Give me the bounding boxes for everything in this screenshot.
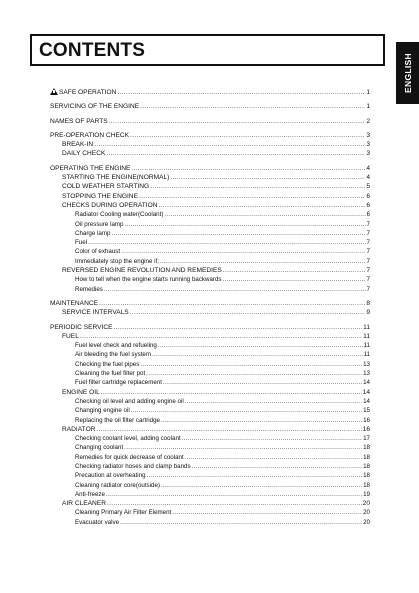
toc-page-number: 7 — [366, 267, 370, 275]
dot-leader — [117, 88, 365, 97]
toc-entry[interactable] — [50, 350, 370, 359]
toc-page-number: 7 — [366, 248, 370, 256]
dot-leader — [161, 416, 362, 425]
toc-page-number: 19 — [363, 490, 370, 498]
dot-leader — [223, 266, 366, 275]
toc-page-number: 14 — [362, 388, 370, 396]
toc-entry-text: Remedies for quick decrease of coolant — [75, 453, 184, 461]
toc-page-number: 4 — [366, 174, 370, 182]
toc-entry-label — [62, 149, 105, 158]
toc-entry-text: Checking coolant level, adding coolant — [75, 435, 181, 443]
dot-leader — [106, 490, 362, 499]
toc-entry-text: Cleaning the fuel filter pot — [75, 370, 146, 378]
toc-entry-label — [50, 88, 116, 97]
dot-leader — [192, 462, 363, 471]
toc-entry-label — [75, 350, 151, 359]
toc-entry-text: SAFE OPERATION — [59, 89, 117, 96]
toc-entry-text: DAILY CHECK — [62, 150, 106, 158]
toc-page-number: 14 — [363, 379, 370, 387]
toc-entry-text: Replacing the oil filter cartridge — [75, 416, 160, 424]
toc-entry-text: Fuel filter cartridge replacement — [75, 379, 163, 387]
toc-entry-text: CHECKS DURING OPERATION — [62, 201, 158, 209]
toc-entry-label — [75, 220, 124, 229]
toc-page-number: 18 — [363, 472, 370, 480]
toc-entry-label — [75, 518, 119, 527]
toc-page-number: 1 — [366, 103, 370, 111]
page-title: CONTENTS — [39, 40, 146, 61]
toc-entry-text: Radiator Cooling water(Coolant) — [75, 211, 164, 219]
toc-entry-text: Cleaning Primary Air Filter Element — [75, 509, 172, 517]
toc-entry-text: How to tell when the engine starts running backwards — [75, 276, 222, 284]
toc-entry-label — [62, 182, 149, 191]
toc-entry-text: MAINTENANCE — [50, 299, 98, 307]
toc-entry-label — [75, 247, 120, 256]
toc-entry-text: Immediately stop the engine if; — [75, 257, 159, 265]
toc-entry-label — [75, 397, 184, 406]
toc-entry-label — [75, 481, 160, 490]
toc-entry-label — [75, 416, 160, 425]
toc-entry-label — [75, 341, 157, 350]
toc-entry-text: Remedies — [75, 285, 103, 293]
toc-page-number: 18 — [363, 462, 370, 470]
toc-entry[interactable] — [50, 332, 370, 341]
toc-page-number: 15 — [363, 407, 370, 415]
toc-entry[interactable] — [50, 102, 370, 111]
toc-entry-text: Evacuator valve — [75, 518, 120, 526]
toc-page-number: 3 — [366, 131, 370, 139]
dot-leader — [152, 350, 363, 359]
dot-leader — [147, 471, 363, 480]
toc-entry[interactable] — [50, 299, 370, 308]
toc-entry-text: STOPPING THE ENGINE — [62, 192, 138, 200]
toc-entry-label — [75, 210, 163, 219]
toc-page-number: 5 — [366, 183, 370, 191]
toc-entry-label — [75, 443, 123, 452]
language-tab-label: ENGLISH — [402, 53, 413, 93]
toc-entry[interactable] — [50, 425, 370, 434]
dot-leader — [223, 275, 366, 284]
toc-page-number: 16 — [362, 425, 370, 433]
dot-leader — [131, 406, 362, 415]
toc-entry-text: Anti-freeze — [75, 490, 105, 498]
toc-page-number: 20 — [363, 509, 370, 517]
toc-entry[interactable] — [50, 210, 370, 219]
toc-entry[interactable] — [50, 341, 370, 350]
toc-entry-label — [62, 201, 158, 210]
toc-entry-label — [75, 462, 191, 471]
toc-entry-text: Checking radiator hoses and clamp bands — [75, 462, 191, 470]
dot-leader — [125, 220, 366, 229]
toc-entry-text: PERIODIC SERVICE — [50, 323, 113, 331]
toc-entry[interactable] — [50, 416, 370, 425]
dot-leader — [185, 397, 362, 406]
toc-entry-label — [50, 102, 139, 111]
dot-leader — [158, 341, 363, 350]
toc-page-number: 1 — [366, 89, 370, 96]
dot-leader — [159, 201, 366, 210]
toc-page-number: 13 — [363, 360, 370, 368]
dot-leader — [107, 499, 362, 508]
toc-entry-text: PRE-OPERATION CHECK — [50, 131, 130, 139]
toc-entry[interactable] — [50, 388, 370, 397]
toc-entry[interactable] — [50, 508, 370, 517]
toc-page-number: 11 — [363, 332, 370, 340]
dot-leader — [94, 140, 365, 149]
toc-entry-label — [50, 164, 130, 173]
toc-entry-text: Oil pressure lamp — [75, 220, 124, 228]
table-of-contents — [50, 88, 370, 527]
toc-entry-label — [62, 308, 129, 317]
toc-entry-label — [62, 388, 100, 397]
toc-entry-text: SERVICING OF THE ENGINE — [50, 103, 140, 111]
dot-leader — [106, 149, 365, 158]
toc-entry-label — [75, 229, 110, 238]
toc-entry[interactable] — [50, 257, 370, 266]
toc-page-number: 6 — [366, 201, 370, 209]
dot-leader — [131, 164, 365, 173]
toc-page-number: 18 — [363, 444, 370, 452]
dot-leader — [80, 332, 362, 341]
toc-page-number: 7 — [366, 229, 370, 237]
toc-entry[interactable] — [50, 490, 370, 499]
toc-page-number: 11 — [363, 323, 370, 331]
dot-leader — [114, 323, 363, 332]
toc-entry-text: Checking oil level and adding engine oil — [75, 397, 184, 405]
toc-entry[interactable] — [50, 88, 370, 97]
toc-entry[interactable] — [50, 360, 370, 369]
toc-entry-label — [75, 378, 162, 387]
toc-entry-label — [75, 453, 184, 462]
dot-leader — [185, 453, 362, 462]
toc-entry[interactable] — [50, 131, 370, 140]
toc-entry-label — [62, 173, 169, 182]
dot-leader — [150, 182, 365, 191]
warning-icon — [50, 88, 58, 95]
dot-leader — [146, 369, 362, 378]
toc-page-number: 7 — [366, 239, 370, 247]
toc-entry[interactable] — [50, 173, 370, 182]
toc-entry-text: OPERATING THE ENGINE — [50, 164, 131, 172]
toc-page-number: 7 — [366, 285, 370, 293]
toc-entry[interactable] — [50, 266, 370, 275]
toc-entry-text: Precaution at overheating — [75, 472, 146, 480]
toc-page-number: 6 — [366, 192, 370, 200]
toc-page-number: 16 — [363, 416, 370, 424]
contents-title-box — [30, 34, 385, 66]
toc-entry[interactable] — [50, 378, 370, 387]
toc-page-number: 7 — [366, 257, 370, 265]
dot-leader — [163, 378, 362, 387]
dot-leader — [140, 102, 365, 111]
toc-entry-text: Changing coolant — [75, 444, 124, 452]
dot-leader — [130, 308, 366, 317]
toc-entry[interactable] — [50, 499, 370, 508]
toc-entry[interactable] — [50, 434, 370, 443]
toc-entry-label — [62, 266, 222, 275]
toc-entry-label — [75, 471, 146, 480]
toc-page-number: 20 — [363, 518, 370, 526]
toc-entry-label — [75, 275, 222, 284]
toc-entry[interactable] — [50, 229, 370, 238]
dot-leader — [101, 388, 362, 397]
toc-entry-label — [50, 117, 108, 126]
toc-entry[interactable] — [50, 481, 370, 490]
dot-leader — [124, 443, 362, 452]
toc-entry-label — [75, 238, 87, 247]
toc-entry-label — [50, 323, 113, 332]
toc-page-number: 20 — [362, 500, 370, 508]
toc-entry-text: STARTING THE ENGINE(NORMAL) — [62, 174, 170, 182]
toc-page-number: 9 — [366, 309, 370, 317]
toc-entry-label — [62, 192, 138, 201]
dot-leader — [130, 131, 365, 140]
dot-leader — [109, 117, 366, 126]
toc-entry-text: SERVICE INTERVALS — [62, 309, 129, 317]
dot-leader — [160, 257, 366, 266]
toc-page-number: 4 — [366, 164, 370, 172]
toc-entry-text: Changing engine oil — [75, 407, 130, 415]
toc-entry[interactable] — [50, 397, 370, 406]
toc-page-number: 11 — [363, 342, 370, 350]
toc-entry-label — [75, 257, 159, 266]
dot-leader — [182, 434, 363, 443]
toc-entry-label — [75, 434, 181, 443]
toc-page-number: 3 — [366, 150, 370, 158]
dot-leader — [96, 425, 361, 434]
dot-leader — [170, 173, 365, 182]
toc-entry[interactable] — [50, 247, 370, 256]
toc-page-number: 2 — [366, 117, 370, 125]
toc-page-number: 7 — [366, 276, 370, 284]
dot-leader — [88, 238, 366, 247]
toc-page-number: 8 — [366, 299, 370, 307]
dot-leader — [120, 518, 362, 527]
dot-leader — [99, 299, 365, 308]
toc-entry[interactable] — [50, 149, 370, 158]
toc-page-number: 14 — [363, 397, 370, 405]
dot-leader — [172, 508, 362, 517]
toc-entry[interactable] — [50, 275, 370, 284]
toc-entry-label — [50, 299, 98, 308]
toc-entry-text: COLD WEATHER STARTING — [62, 183, 150, 191]
language-tab — [396, 42, 419, 104]
toc-entry[interactable] — [50, 443, 370, 452]
dot-leader — [164, 210, 365, 219]
toc-entry-label — [62, 332, 79, 341]
toc-entry-text: ENGINE OIL — [62, 388, 100, 396]
toc-entry[interactable] — [50, 140, 370, 149]
dot-leader — [140, 360, 362, 369]
toc-entry-label — [75, 369, 145, 378]
dot-leader — [161, 481, 362, 490]
toc-entry[interactable] — [50, 369, 370, 378]
toc-entry-label — [75, 285, 103, 294]
toc-entry-text: Charge lamp — [75, 229, 111, 237]
toc-page-number: 18 — [363, 453, 370, 461]
toc-entry-text: AIR CLEANER — [62, 500, 106, 508]
toc-page-number: 7 — [366, 220, 370, 228]
toc-entry-label — [75, 508, 171, 517]
dot-leader — [104, 285, 366, 294]
toc-page-number: 13 — [363, 370, 370, 378]
toc-entry[interactable] — [50, 323, 370, 332]
toc-entry[interactable] — [50, 117, 370, 126]
toc-entry-label — [62, 425, 95, 434]
toc-entry[interactable] — [50, 471, 370, 480]
toc-entry-text: Air bleeding the fuel system — [75, 351, 152, 359]
toc-entry[interactable] — [50, 220, 370, 229]
toc-entry-text: RADIATOR — [62, 425, 96, 433]
toc-entry[interactable] — [50, 406, 370, 415]
toc-entry-label — [75, 490, 105, 499]
toc-entry-text: Checking the fuel pipes — [75, 360, 140, 368]
toc-entry[interactable] — [50, 285, 370, 294]
toc-entry[interactable] — [50, 308, 370, 317]
toc-page-number: 17 — [363, 435, 370, 443]
toc-entry-label — [75, 406, 130, 415]
toc-entry-label — [50, 131, 129, 140]
toc-page-number: 18 — [363, 481, 370, 489]
toc-entry[interactable] — [50, 518, 370, 527]
toc-page-number: 3 — [366, 141, 370, 149]
toc-entry-label — [62, 499, 106, 508]
toc-entry[interactable] — [50, 453, 370, 462]
toc-page-number: 11 — [363, 351, 370, 359]
toc-entry[interactable] — [50, 238, 370, 247]
toc-entry-text: REVERSED ENGINE REVOLUTION AND REMEDIES — [62, 267, 222, 275]
toc-entry[interactable] — [50, 462, 370, 471]
toc-entry-text: BREAK-IN — [62, 141, 94, 149]
toc-entry[interactable] — [50, 182, 370, 191]
toc-entry-text: Fuel level check and refueling — [75, 342, 157, 350]
toc-entry[interactable] — [50, 164, 370, 173]
dot-leader — [121, 247, 365, 256]
toc-entry-label — [75, 360, 139, 369]
toc-entry-text: Color of exhaust — [75, 248, 121, 256]
toc-page-number: 6 — [366, 211, 370, 219]
dot-leader — [139, 192, 365, 201]
toc-entry-text: NAMES OF PARTS — [50, 117, 108, 125]
toc-entry-text: Cleaning radiator core(outside) — [75, 481, 160, 489]
toc-entry-text: Fuel — [75, 239, 88, 247]
toc-entry[interactable] — [50, 201, 370, 210]
toc-entry-text: FUEL — [62, 332, 79, 340]
toc-entry[interactable] — [50, 192, 370, 201]
dot-leader — [111, 229, 365, 238]
toc-entry-label — [62, 140, 93, 149]
